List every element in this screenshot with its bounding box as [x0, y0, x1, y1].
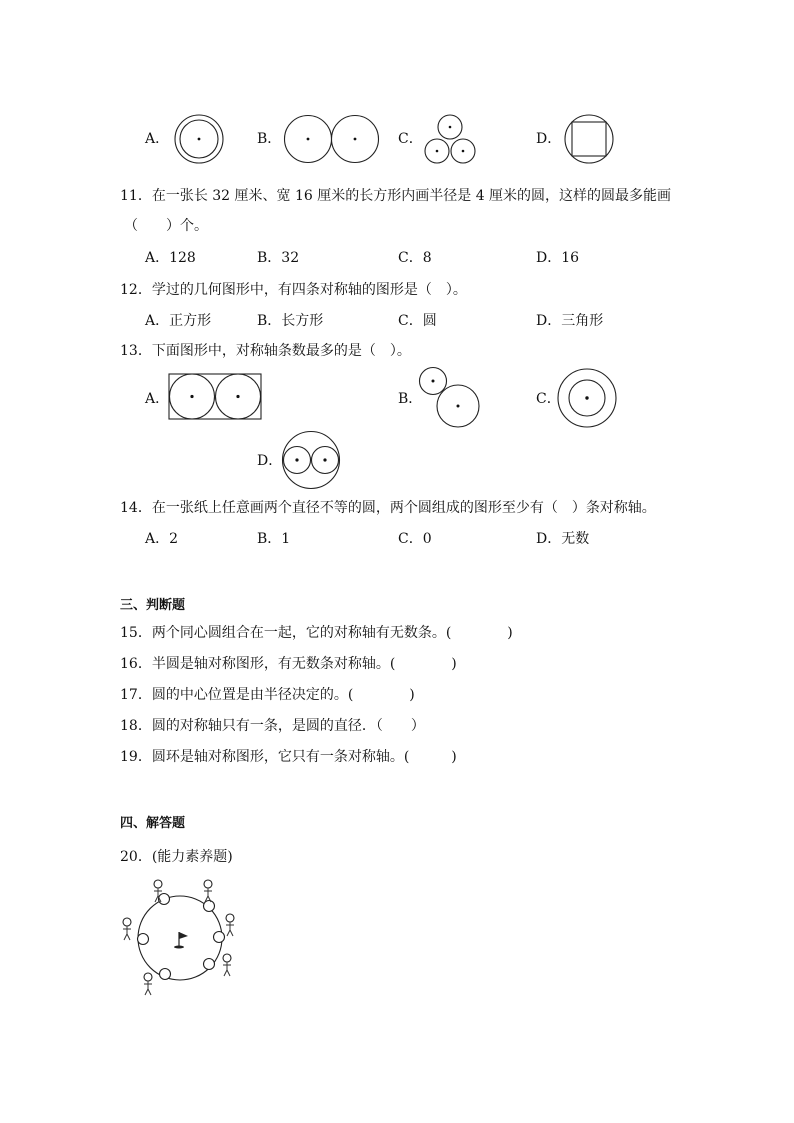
q13-option-b: B．: [398, 391, 423, 407]
q10-option-b: B．: [257, 131, 282, 147]
q16-text: 16．半圆是轴对称图形，有无数条对称轴。( ): [120, 656, 457, 672]
q11-text-line2: （ ）个。: [124, 218, 208, 234]
q12-option-b: B．长方形: [257, 313, 324, 329]
q13-figure-d-two-circles-in-circle: [280, 431, 344, 491]
q12-text: 12．学过的几何图形中，有四条对称轴的图形是（ ）。: [120, 282, 467, 298]
q20-text: 20．(能力素养题): [120, 849, 233, 865]
q11-option-c: C．8: [398, 250, 432, 266]
q14-option-b: B．1: [257, 531, 291, 547]
q11-option-b: B．32: [257, 250, 300, 266]
q12-option-a: A．正方形: [145, 313, 212, 329]
q10-option-c: C．: [398, 131, 423, 147]
q13-figure-c-concentric-circles: [557, 368, 619, 430]
q14-option-d: D．无数: [536, 531, 590, 547]
q10-figure-d-circle-square: [563, 114, 617, 164]
q11-option-d: D．16: [536, 250, 580, 266]
q11-option-a: A．128: [145, 250, 196, 266]
q14-option-a: A．2: [145, 531, 179, 547]
q14-text: 14．在一张纸上任意画两个直径不等的圆，两个圆组成的图形至少有（ ）条对称轴。: [120, 500, 656, 516]
q10-figure-b-two-circles: [282, 114, 382, 164]
q10-figure-c-three-circles: [422, 114, 480, 166]
q10-figure-a-concentric-circles: [172, 114, 228, 164]
q11-text-line1: 11．在一张长 32 厘米、宽 16 厘米的长方形内画半径是 4 厘米的圆，这样的圆最多能画: [120, 188, 672, 204]
section-4-title: 四、解答题: [120, 816, 186, 831]
q12-option-d: D．三角形: [536, 313, 604, 329]
q13-figure-a-two-circles-in-rectangle: [168, 373, 264, 421]
q10-option-a: A．: [145, 131, 170, 147]
q10-option-d: D．: [536, 131, 562, 147]
q13-text: 13．下面图形中，对称轴条数最多的是（ ）。: [120, 343, 411, 359]
flag-icon: [174, 932, 188, 949]
q15-text: 15．两个同心圆组合在一起，它的对称轴有无数条。( ): [120, 625, 513, 641]
children-circle-illustration: [118, 878, 248, 1000]
q17-text: 17．圆的中心位置是由半径决定的。( ): [120, 687, 415, 703]
q19-text: 19．圆环是轴对称图形，它只有一条对称轴。( ): [120, 749, 457, 765]
q18-text: 18．圆的对称轴只有一条，是圆的直径．（ ）: [120, 718, 425, 734]
q13-figure-b-two-unequal-circles: [418, 366, 484, 430]
q13-option-d: D．: [257, 453, 283, 469]
q13-option-c: C．: [536, 391, 561, 407]
q12-option-c: C．圆: [398, 313, 437, 329]
section-3-title: 三、判断题: [120, 598, 186, 613]
q14-option-c: C．0: [398, 531, 432, 547]
q13-option-a: A．: [145, 391, 170, 407]
